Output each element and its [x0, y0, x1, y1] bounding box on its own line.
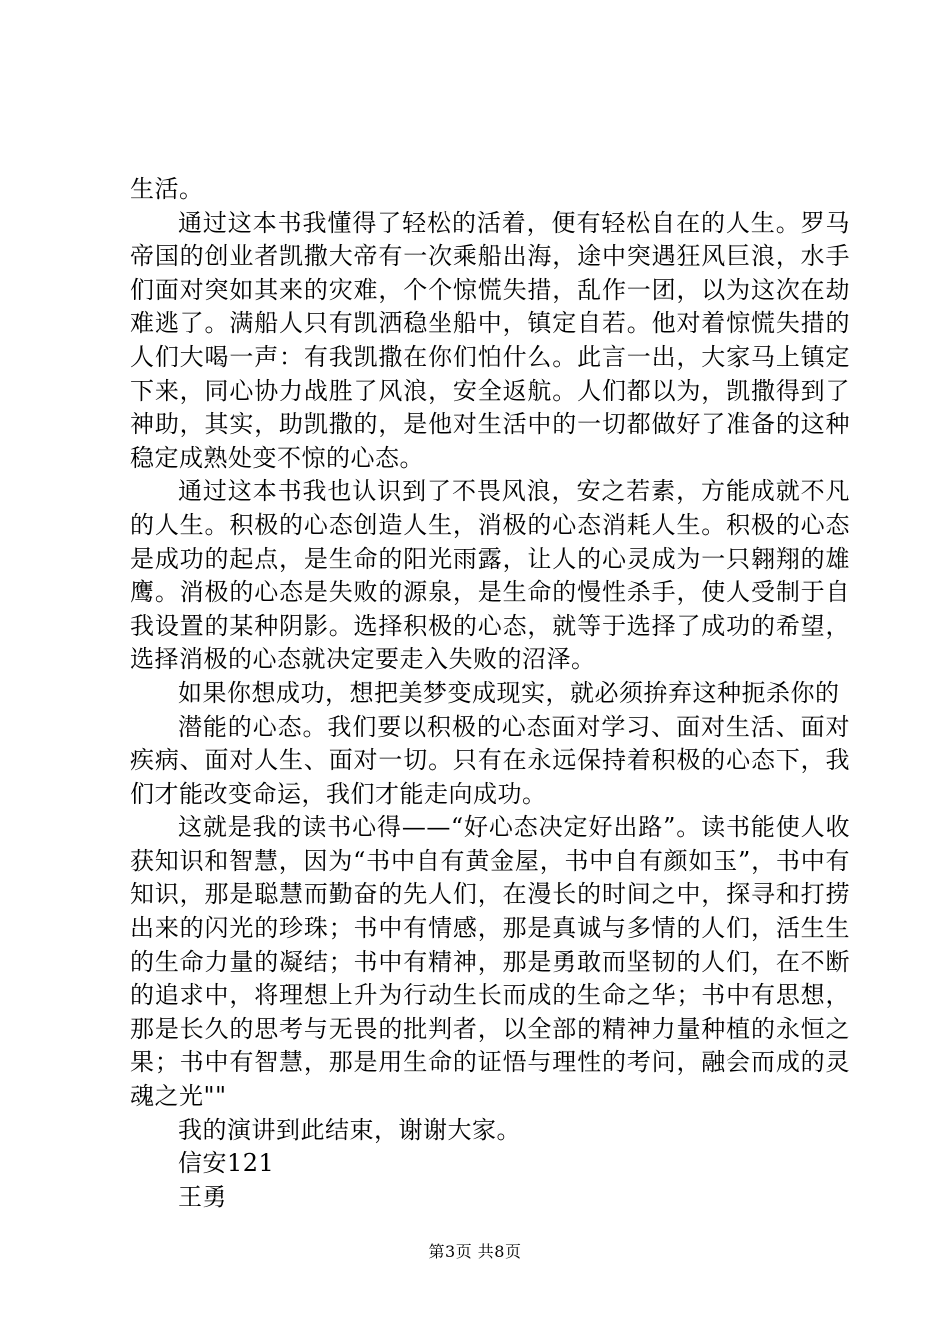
author-class: 信安121 [178, 1149, 275, 1178]
document-body [130, 173, 850, 1214]
paragraph-positive-attitude: 通过这本书我也认识到了不畏风浪，安之若素，方能成就不凡的人生。积极的心态创造人生，消极的心态消耗人生。积极的心态是成功的起点，是生命的阳光雨露，让人的心灵成为一只翱翔的雄鹰。消极的心态是失败的源泉，是生命的慢性杀手，使人受制于自我设置的某种阴影。选择积极的心态，就等于选择了成功的希望，选择消极的心态就决定要走入失败的沼泽。 [130, 477, 850, 674]
paragraph-potential-mindset: 潜能的心态。我们要以积极的心态面对学习、面对生活、面对疾病、面对人生、面对一切。只有在永远保持着积极的心态下，我们才能改变命运，我们才能走向成功。 [130, 712, 850, 808]
paragraph-reading-insight: 这就是我的读书心得——“好心态决定好出路”。读书能使人收获知识和智慧，因为“书中自有黄金屋，书中自有颜如玉”，书中有知识，那是聪慧而勤奋的先人们，在漫长的时间之中，探寻和打捞出来的闪光的珍珠；书中有情感，那是真诚与多情的人们，活生生的生命力量的凝结；书中有精神，那是勇敢而坚韧的人们，在不断的追求中，将理想上升为行动生长而成的生命之华；书中有思想，那是长久的思考与无畏的批判者，以全部的精神力量种植的永恒之果；书中有智慧，那是用生命的证悟与理性的考问，融会而成的灵魂之光"" [130, 813, 850, 1111]
paragraph-closing: 我的演讲到此结束，谢谢大家。 [178, 1115, 521, 1144]
paragraph-caesar-story: 通过这本书我懂得了轻松的活着，便有轻松自在的人生。罗马帝国的创业者凯撒大帝有一次乘船出海，途中突遇狂风巨浪，水手们面对突如其来的灾难，个个惊慌失措，乱作一团，以为这次在劫难逃了。满船人只有凯洒稳坐船中，镇定自若。他对着惊慌失措的人们大喝一声：有我凯撒在你们怕什么。此言一出，大家马上镇定下来，同心协力战胜了风浪，安全返航。人们都以为，凯撒得到了神助，其实，助凯撒的，是他对生活中的一切都做好了准备的这种稳定成熟处变不惊的心态。 [130, 208, 850, 472]
page-number-footer: 第3页 共8页 [428, 1242, 522, 1261]
paragraph-if-you-want-success: 如果你想成功，想把美梦变成现实，就必须拚弃这种扼杀你的 [178, 678, 840, 707]
author-name: 王勇 [178, 1182, 227, 1211]
paragraph-continuation: 生活。 [130, 175, 204, 203]
